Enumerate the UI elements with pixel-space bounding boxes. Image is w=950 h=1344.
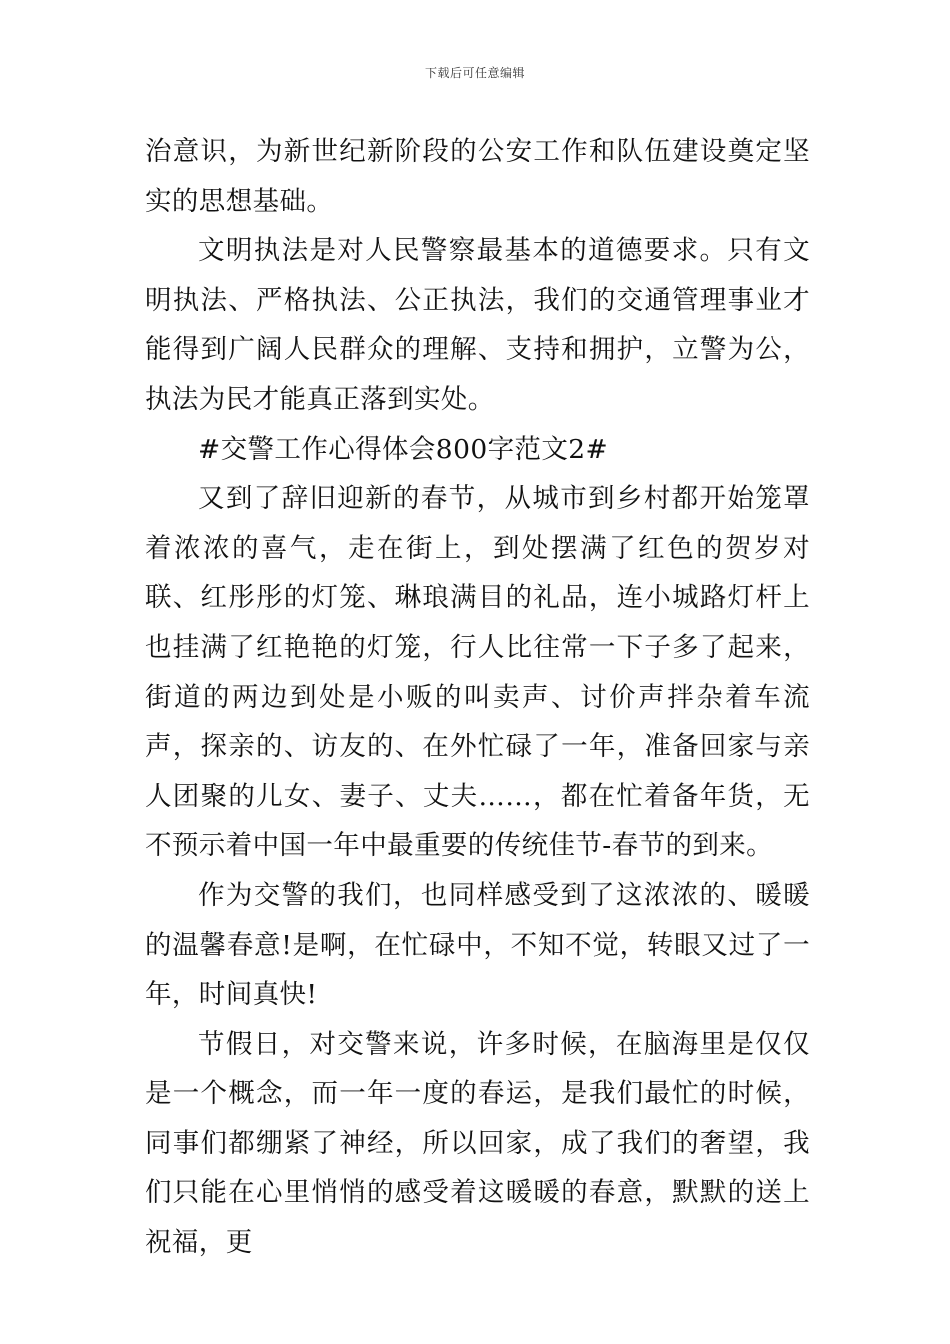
paragraph-warm-spring: 作为交警的我们，也同样感受到了这浓浓的、暖暖的温馨春意!是啊，在忙碌中，不知不觉，转眼又过了一年，时间真快! (145, 879, 810, 1011)
page-header: 下载后可任意编辑 (424, 66, 525, 80)
section-heading: #交警工作心得体会800字范文2# (198, 433, 609, 465)
paragraph-continuation: 治意识，为新世纪新阶段的公安工作和队伍建设奠定坚实的思想基础。 (145, 136, 810, 217)
paragraph-spring-festival: 又到了辞旧迎新的春节，从城市到乡村都开始笼罩着浓浓的喜气，走在街上，到处摆满了红色的贺岁对联、红彤彤的灯笼、琳琅满目的礼品，连小城路灯杆上也挂满了红艳艳的灯笼，行人比往常一下子多了起来，街道的两边到处是小贩的叫卖声、讨价声拌杂着车流声，探亲的、访友的、在外忙碌了一年，准备回家与亲人团聚的儿女、妻子、丈夫……，都在忙着备年货，无不预示着中国一年中最重要的传统佳节-春节的到来。 (145, 483, 810, 862)
paragraph-civil-law-enforcement: 文明执法是对人民警察最基本的道德要求。只有文明执法、严格执法、公正执法，我们的交通管理事业才能得到广阔人民群众的理解、支持和拥护，立警为公，执法为民才能真正落到实处。 (145, 235, 810, 415)
paragraph-holidays: 节假日，对交警来说，许多时候，在脑海里是仅仅是一个概念，而一年一度的春运，是我们最忙的时候，同事们都绷紧了神经，所以回家，成了我们的奢望，我们只能在心里悄悄的感受着这暖暖的春意，默默的送上祝福，更 (145, 1028, 810, 1259)
document-body (145, 127, 810, 1268)
